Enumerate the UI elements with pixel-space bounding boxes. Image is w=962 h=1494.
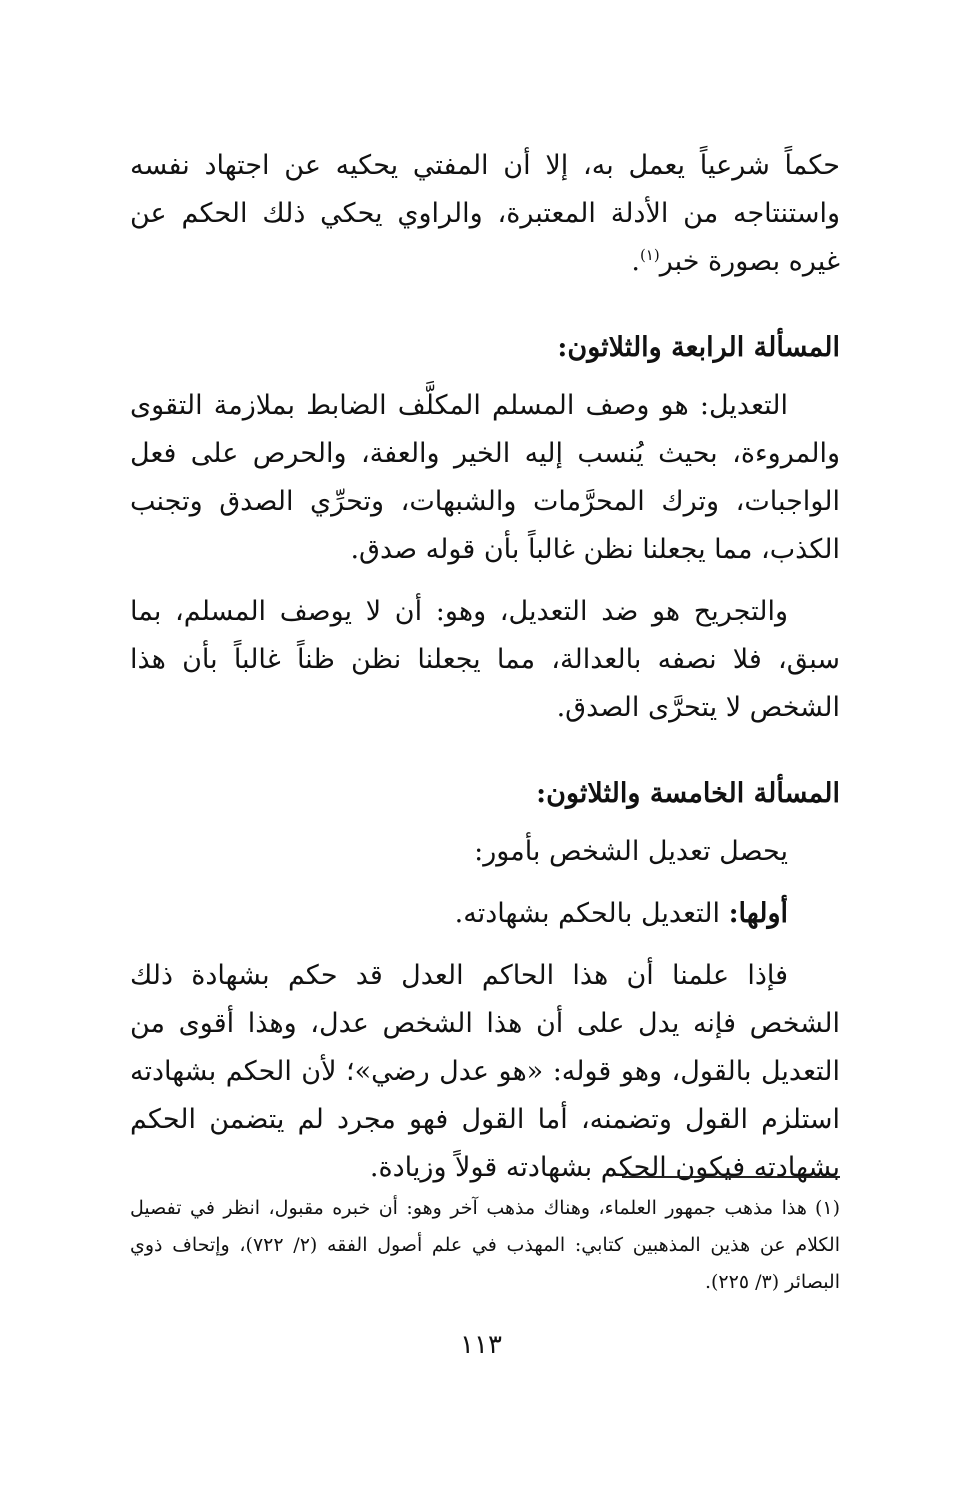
section-heading-34: المسألة الرابعة والثلاثون: [557,332,840,363]
paragraph-continuation-end: . [631,246,640,277]
paragraph-ways-intro: يحصل تعديل الشخص بأمور: [474,836,788,867]
paragraph-tajrih-definition: والتجريح هو ضد التعديل، وهو: أن لا يوصف المسلم، بما سبق، فلا نصفه بالعدالة، مما يجعلنا نظن ظناً غالباً بأن هذا الشخص لا يتحرَّى الصدق. [130,596,840,723]
paragraph-first-way-explanation: فإذا علمنا أن هذا الحاكم العدل قد حكم بشهادة ذلك الشخص فإنه يدل على أن هذا الشخص عدل، وهذا أقوى من التعديل بالقول، وهو قوله: «هو عدل رضي»؛ لأن الحكم بشهادته استلزم القول وتضمنه، أما القول فهو مجرد لم يتضمن الحكم بشهادته فيكون الحكم بشهادته قولاً وزيادة. [130,960,840,1183]
paragraph-continuation [130,142,840,286]
footnote-1 [130,1190,840,1301]
paragraph-continuation-text: حكماً شرعياً يعمل به، إلا أن المفتي يحكيه عن اجتهاد نفسه واستنتاجه من الأدلة المعتبرة، والراوي يحكي ذلك الحكم عن غيره بصورة خبر [130,150,840,277]
first-way-text: التعديل بالحكم بشهادته. [454,898,729,929]
footnote-reference: (١) [639,246,660,264]
page-number: ١١٣ [460,1330,502,1360]
footnotes [130,1190,840,1301]
paragraph-first-way [130,890,840,938]
footnote-body: هذا مذهب جمهور العلماء، وهناك مذهب آخر وهو: أن خبره مقبول، انظر في تفصيل الكلام عن هذين المذهبين كتابي: المهذب في علم أصول الفقه (٢/ ٧٢٢)، وإتحاف ذوي البصائر (٣/ ٢٢٥). [130,1197,840,1293]
main-text [130,142,840,1192]
footnote-divider [622,1176,840,1178]
first-way-label: أولها: [728,898,788,929]
paragraph-ta3dil-definition: التعديل: هو وصف المسلم المكلَّف الضابط بملازمة التقوى والمروءة، بحيث يُنسب إليه الخير والعفة، والحرص على فعل الواجبات، وترك المحرَّمات والشبهات، وتحرِّي الصدق وتجنب الكذب، مما يجعلنا نظن غالباً بأن قوله صدق. [130,390,840,565]
footnote-number: (١) [814,1197,840,1219]
section-heading-35: المسألة الخامسة والثلاثون: [536,778,840,809]
